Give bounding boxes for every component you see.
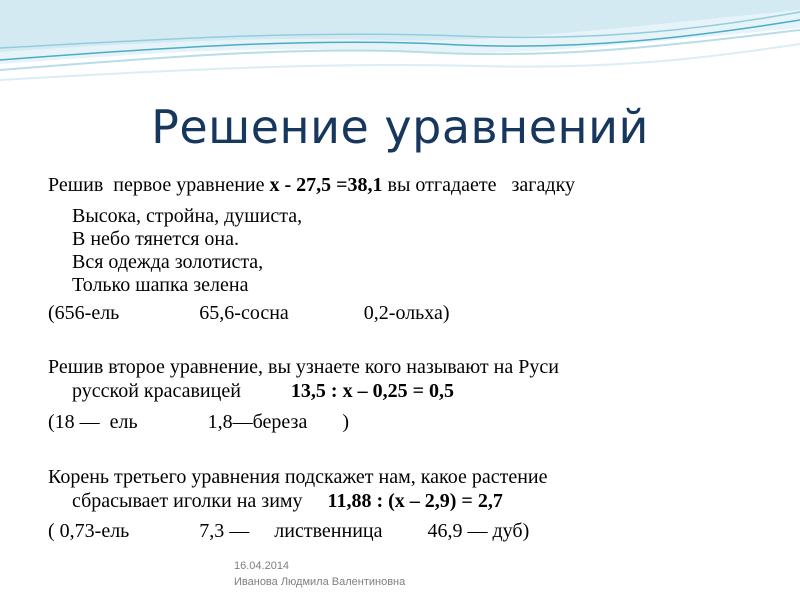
equation-1-suffix: вы отгадаете загадку <box>382 174 575 196</box>
equation-3-line-1: Корень третьего уравнения подскажет нам, какое растение <box>48 466 548 488</box>
equation-1-prefix: Решив первое уравнение <box>48 174 270 196</box>
equation-3-text: сбрасывает иголки на зиму <box>72 490 328 512</box>
equation-1: х - 27,5 =38,1 <box>269 174 383 196</box>
equation-2-text: русской красавицей <box>72 380 291 402</box>
riddle-line-4: Только шапка зелена <box>72 274 249 296</box>
equation-2-line-2 <box>72 380 454 403</box>
footer-author: Иванова Людмила Валентиновна <box>234 576 406 588</box>
riddle-line-2: В небо тянется она. <box>72 228 239 250</box>
riddle-line-3: Вся одежда золотиста, <box>72 251 264 273</box>
equation-3-line-2 <box>72 490 503 513</box>
equation-2-line-1: Решив второе уравнение, вы узнаете кого называют на Руси <box>48 356 559 378</box>
equation-1-line <box>48 174 575 197</box>
answer-options-1: (656-ель 65,6-сосна 0,2-ольха) <box>48 302 450 324</box>
riddle-line-1: Высока, стройна, душиста, <box>72 205 303 227</box>
answer-options-2: (18 — ель 1,8—береза ) <box>48 411 349 433</box>
footer-date: 16.04.2014 <box>234 560 290 572</box>
equation-2: 13,5 : х – 0,25 = 0,5 <box>290 380 454 402</box>
equation-3: 11,88 : (х – 2,9) = 2,7 <box>327 490 503 512</box>
answer-options-3: ( 0,73-ель 7,3 — лиственница 46,9 — дуб) <box>48 520 530 542</box>
slide-title: Решение уравнений <box>151 100 649 154</box>
decorative-waves <box>0 0 800 110</box>
